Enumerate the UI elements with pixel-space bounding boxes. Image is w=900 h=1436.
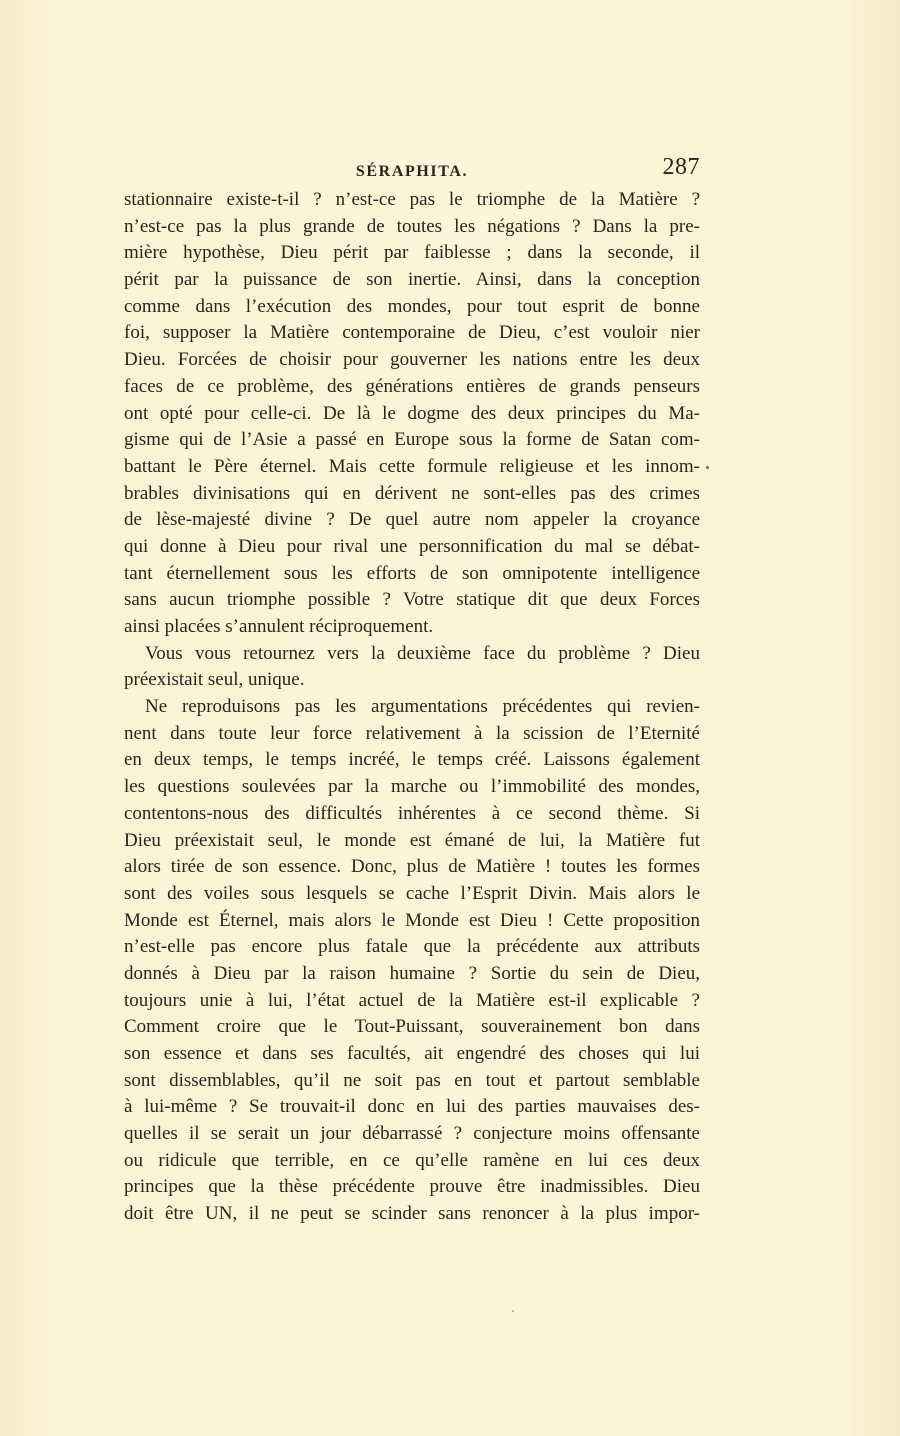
text-line: comme dans l’exécution des mondes, pour tout esprit de bonne <box>124 295 700 317</box>
text-line: Comment croire que le Tout-Puissant, souverainement bon dans <box>124 1016 700 1038</box>
text-line: ont opté pour celle-ci. De là le dogme des deux principes du Ma- <box>124 402 700 424</box>
text-line: à lui-même ? Se trouvait-il donc en lui des parties mauvaises des- <box>124 1096 700 1118</box>
text-line: n’est-ce pas la plus grande de toutes les négations ? Dans la pre- <box>124 215 700 237</box>
text-line: périt par la puissance de son inertie. Ainsi, dans la conception <box>124 269 700 291</box>
text-line: tant éternellement sous les efforts de son omnipotente intelligence <box>124 562 700 584</box>
margin-speck <box>706 466 709 469</box>
text-line: Monde est Éternel, mais alors le Monde est Dieu ! Cette proposition <box>124 909 700 931</box>
text-line: mière hypothèse, Dieu périt par faiblesse ; dans la seconde, il <box>124 242 700 264</box>
text-line: sont dissemblables, qu’il ne soit pas en tout et partout semblable <box>124 1069 700 1091</box>
text-line: principes que la thèse précédente prouve être inadmissibles. Dieu <box>124 1176 700 1198</box>
page-number: 287 <box>662 154 700 180</box>
text-line: foi, supposer la Matière contemporaine de Dieu, c’est vouloir nier <box>124 322 700 344</box>
text-line: Dieu préexistait seul, le monde est émané de lui, la Matière fut <box>124 829 700 851</box>
text-line: battant le Père éternel. Mais cette formule religieuse et les innom- <box>124 455 700 477</box>
text-line: brables divinisations qui en dérivent ne sont-elles pas des crimes <box>124 482 700 504</box>
paragraph-end-line: ainsi placées s’annulent réciproquement. <box>124 616 434 637</box>
text-line: de lèse-majesté divine ? De quel autre nom appeler la croyance <box>124 509 700 531</box>
text-line: contentons-nous des difficultés inhérentes à ce second thème. Si <box>124 802 700 824</box>
text-line: faces de ce problème, des générations entières de grands penseurs <box>124 375 700 397</box>
running-head <box>124 154 700 184</box>
text-line: gisme qui de l’Asie a passé en Europe sous la forme de Satan com- <box>124 429 700 451</box>
text-line: en deux temps, le temps incréé, le temps créé. Laissons également <box>124 749 700 771</box>
paragraph-end-line: préexistait seul, unique. <box>124 669 305 691</box>
paragraph-first-line: Vous vous retournez vers la deuxième face du problème ? Dieu <box>145 642 700 664</box>
text-line: quelles il se serait un jour débarrassé ? conjecture moins offensante <box>124 1123 700 1145</box>
text-line: sans aucun triomphe possible ? Votre statique dit que deux Forces <box>124 589 700 611</box>
text-line: les questions soulevées par la marche ou l’immobilité des mondes, <box>124 776 700 798</box>
text-line: doit être UN, il ne peut se scinder sans renoncer à la plus impor- <box>124 1203 700 1225</box>
body-text <box>124 187 700 1228</box>
running-title: SÉRAPHITA. <box>355 163 469 180</box>
text-line: qui donne à Dieu pour rival une personnification du mal se débat- <box>124 535 700 557</box>
text-line: alors tirée de son essence. Donc, plus de Matière ! toutes les formes <box>124 856 700 878</box>
text-line: Dieu. Forcées de choisir pour gouverner les nations entre les deux <box>124 349 700 371</box>
paragraph-first-line: Ne reproduisons pas les argumentations précédentes qui revien- <box>145 696 700 718</box>
paper-speck <box>512 1310 514 1312</box>
text-line: stationnaire existe-t-il ? n’est-ce pas le triomphe de la Matière ? <box>124 189 700 210</box>
text-line: toujours unie à lui, l’état actuel de la Matière est-il explicable ? <box>124 989 700 1011</box>
text-line: donnés à Dieu par la raison humaine ? Sortie du sein de Dieu, <box>124 962 700 984</box>
text-line: son essence et dans ses facultés, ait engendré des choses qui lui <box>124 1043 700 1064</box>
text-line: nent dans toute leur force relativement à la scission de l’Eternité <box>124 722 700 744</box>
text-line: sont des voiles sous lesquels se cache l’Esprit Divin. Mais alors le <box>124 882 700 904</box>
text-line: ou ridicule que terrible, en ce qu’elle ramène en lui ces deux <box>124 1149 700 1171</box>
text-line: n’est-elle pas encore plus fatale que la précédente aux attributs <box>124 936 700 958</box>
